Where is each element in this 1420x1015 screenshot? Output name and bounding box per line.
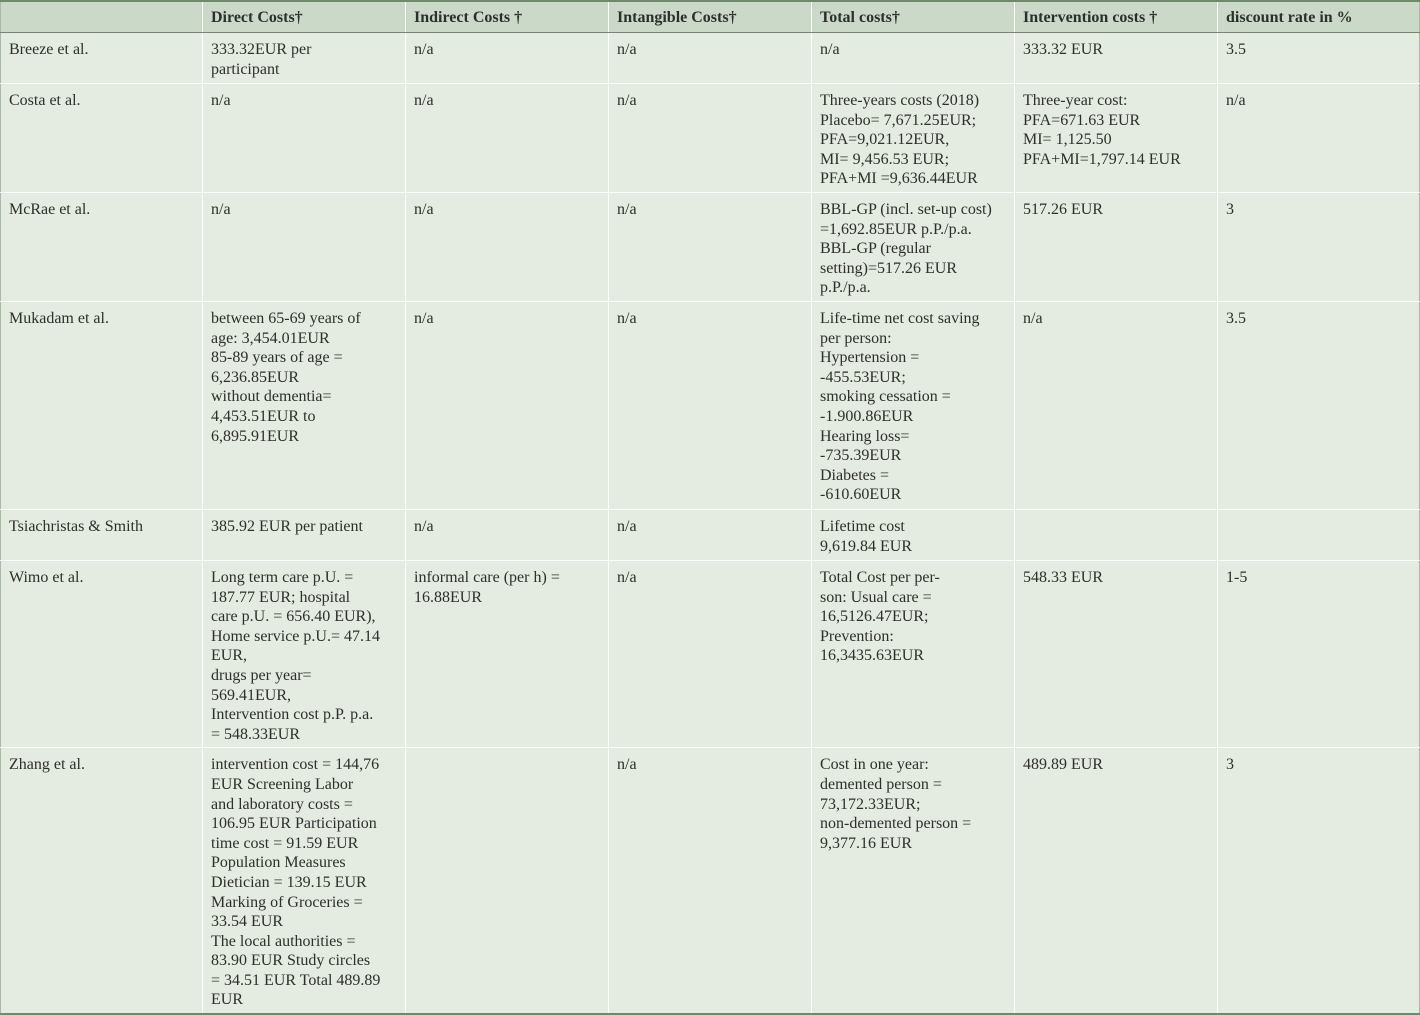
cell-study: Costa et al. xyxy=(1,84,203,193)
table-row xyxy=(1,561,1420,748)
cell-discount-rate: n/a xyxy=(1218,84,1420,193)
cell-discount-rate: 1-5 xyxy=(1218,561,1420,748)
cell-intervention-costs: Three-year cost: PFA=671.63 EUR MI= 1,125.50 PFA+MI=1,797.14 EUR xyxy=(1015,84,1218,193)
cell-intervention-costs xyxy=(1015,510,1218,561)
cell-discount-rate: 3.5 xyxy=(1218,33,1420,84)
cell-intervention-costs: 517.26 EUR xyxy=(1015,193,1218,302)
header-direct-costs: Direct Costs† xyxy=(203,1,406,33)
table-row xyxy=(1,748,1420,1014)
cell-intervention-costs: n/a xyxy=(1015,302,1218,510)
cell-indirect-costs: n/a xyxy=(406,33,609,84)
cell-total-costs: BBL-GP (incl. set-up cost) =1,692.85EUR p.P./p.a. BBL-GP (regular setting)=517.26 EUR p.P./p.a. xyxy=(812,193,1015,302)
header-total-costs: Total costs† xyxy=(812,1,1015,33)
cell-discount-rate: 3 xyxy=(1218,193,1420,302)
table-row xyxy=(1,193,1420,302)
cell-total-costs: Cost in one year: demented person = 73,172.33EUR; non-demented person = 9,377.16 EUR xyxy=(812,748,1015,1014)
cell-intangible-costs: n/a xyxy=(609,302,812,510)
table-row xyxy=(1,302,1420,510)
cell-intervention-costs: 548.33 EUR xyxy=(1015,561,1218,748)
cell-discount-rate: 3.5 xyxy=(1218,302,1420,510)
cell-intervention-costs: 333.32 EUR xyxy=(1015,33,1218,84)
cell-indirect-costs: n/a xyxy=(406,84,609,193)
cell-study: Tsiachristas & Smith xyxy=(1,510,203,561)
cell-intangible-costs: n/a xyxy=(609,193,812,302)
cell-study: Zhang et al. xyxy=(1,748,203,1014)
cell-intangible-costs: n/a xyxy=(609,33,812,84)
cell-indirect-costs: n/a xyxy=(406,302,609,510)
header-study xyxy=(1,1,203,33)
cell-direct-costs: 385.92 EUR per patient xyxy=(203,510,406,561)
cell-indirect-costs: n/a xyxy=(406,510,609,561)
cell-intangible-costs: n/a xyxy=(609,84,812,193)
cell-total-costs: Life-time net cost saving per person: Hypertension = -455.53EUR; smoking cessation = -1.900.86EUR Hearing loss= -735.39EUR Diabetes = -610.60EUR xyxy=(812,302,1015,510)
cell-discount-rate xyxy=(1218,510,1420,561)
cell-total-costs: Lifetime cost 9,619.84 EUR xyxy=(812,510,1015,561)
table-header-row xyxy=(1,1,1420,33)
cell-direct-costs: 333.32EUR per participant xyxy=(203,33,406,84)
cell-indirect-costs: informal care (per h) = 16.88EUR xyxy=(406,561,609,748)
table-row xyxy=(1,33,1420,84)
cell-discount-rate: 3 xyxy=(1218,748,1420,1014)
cell-direct-costs: Long term care p.U. = 187.77 EUR; hospital care p.U. = 656.40 EUR), Home service p.U.= 47.14 EUR, drugs per year= 569.41EUR, Intervention cost p.P. p.a. = 548.33EUR xyxy=(203,561,406,748)
cell-study: Breeze et al. xyxy=(1,33,203,84)
cell-total-costs: Total Cost per per- son: Usual care = 16,5126.47EUR; Prevention: 16,3435.63EUR xyxy=(812,561,1015,748)
cell-study: Wimo et al. xyxy=(1,561,203,748)
cell-indirect-costs xyxy=(406,748,609,1014)
cell-direct-costs: intervention cost = 144,76 EUR Screening Labor and laboratory costs = 106.95 EUR Participation time cost = 91.59 EUR Population Measures Dietician = 139.15 EUR Marking of Groceries = 33.54 EUR The local authorities = 83.90 EUR Study circles = 34.51 EUR Total 489.89 EUR xyxy=(203,748,406,1014)
cell-total-costs: Three-years costs (2018) Placebo= 7,671.25EUR; PFA=9,021.12EUR, MI= 9,456.53 EUR; PFA+MI =9,636.44EUR xyxy=(812,84,1015,193)
cell-intangible-costs: n/a xyxy=(609,748,812,1014)
table-row xyxy=(1,510,1420,561)
header-discount-rate: discount rate in % xyxy=(1218,1,1420,33)
table-row xyxy=(1,84,1420,193)
cell-indirect-costs: n/a xyxy=(406,193,609,302)
cell-total-costs: n/a xyxy=(812,33,1015,84)
cell-intangible-costs: n/a xyxy=(609,510,812,561)
cell-direct-costs: between 65-69 years of age: 3,454.01EUR 85-89 years of age = 6,236.85EUR without dementia= 4,453.51EUR to 6,895.91EUR xyxy=(203,302,406,510)
header-intervention-costs: Intervention costs † xyxy=(1015,1,1218,33)
header-indirect-costs: Indirect Costs † xyxy=(406,1,609,33)
cell-direct-costs: n/a xyxy=(203,84,406,193)
cell-intervention-costs: 489.89 EUR xyxy=(1015,748,1218,1014)
header-intangible-costs: Intangible Costs† xyxy=(609,1,812,33)
cell-direct-costs: n/a xyxy=(203,193,406,302)
cell-study: McRae et al. xyxy=(1,193,203,302)
cell-intangible-costs: n/a xyxy=(609,561,812,748)
cell-study: Mukadam et al. xyxy=(1,302,203,510)
